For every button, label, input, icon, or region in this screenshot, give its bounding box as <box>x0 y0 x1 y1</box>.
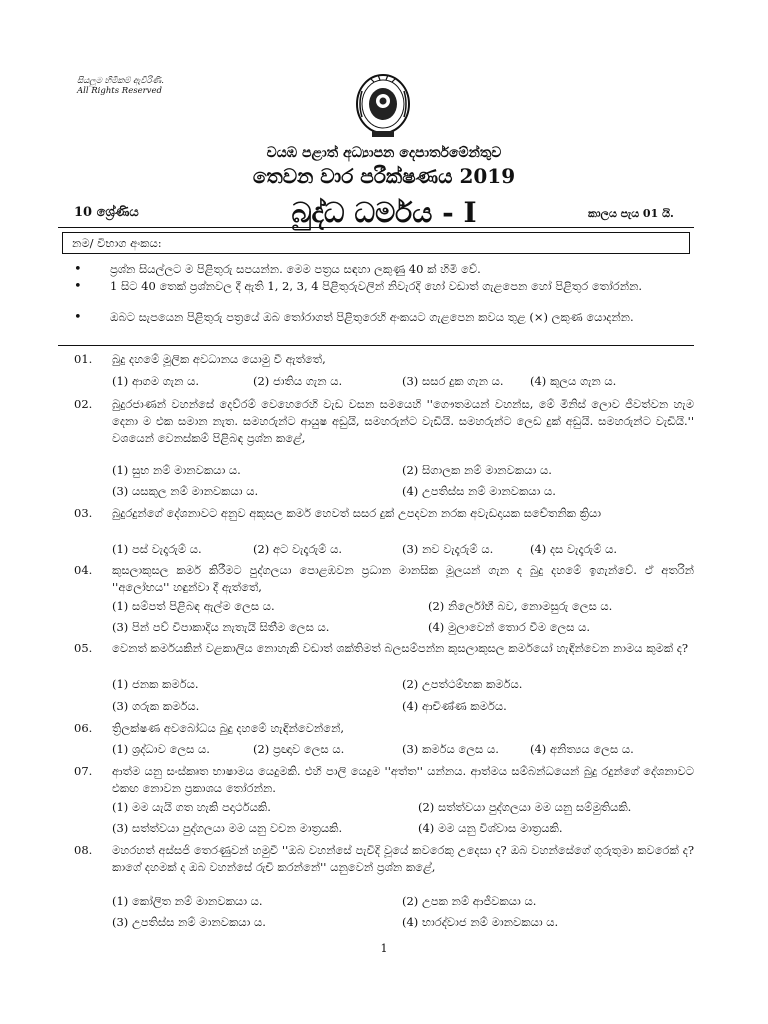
answer-option[interactable]: (2) නිර්ලෝභී බව, නොමසුරු ලෙස ය. <box>428 599 613 613</box>
exam-title: තෙවන වාර පරීක්ෂණය 2019 <box>252 164 516 188</box>
question-text: බුදුරදුන්ගේ දේශනාවට අනුව අකුසල කර්ම හෙවත් සසර දුක් උපදවන නරක අවැඩදායක සචේතනික ක්‍රියා <box>112 506 602 520</box>
time-allowed: කාලය පැය 01 යි. <box>588 207 674 220</box>
bullet-icon: • <box>74 279 82 294</box>
answer-option[interactable]: (4) උපතිස්ස නම් මානවකයා ය. <box>402 484 556 498</box>
copyright-notice <box>77 76 164 96</box>
answer-option[interactable]: (3) යසකුල නම් මානවකයා ය. <box>112 484 259 498</box>
question-text: මහරහත් අස්සජි තෙරණුවන් හමුවී ''ඔබ වහන්සේ පැවිදි වූයේ කවරෙකු උදෙසා ද? ඔබ වහන්සේගේ ගුරුතුමා කවරෙක් ද? කාගේ දහමක් ද ඔබ වහන්සේ රුචි කරන්නේ'' යනුවෙන් ප්‍රශ්න කළේ, <box>112 843 694 874</box>
answer-option[interactable]: (4) භාරද්වාජ නම් මානවකයා ය. <box>402 915 559 929</box>
answer-option[interactable]: (1) ජනක කර්මය. <box>112 677 199 691</box>
question-number: 08. <box>74 843 93 857</box>
name-index-label: නම/ විභාග අංකය: <box>72 236 162 250</box>
answer-option[interactable]: (2) උපක නම් ආජීවකයා ය. <box>402 894 537 908</box>
answer-option[interactable]: (2) අට වැදෑරුම් ය. <box>253 542 342 556</box>
question-text: බුදුරජාණන් වහන්සේ දෙව්රම් වෙහෙරෙහි වැඩ වසන සමයෙහි ''ගෞතමයන් වහන්ස, මේ මිනිස් ලොව ජීවත්වන හැම දෙනා ම එක සමාන නැත. සමහරුන්ට ආයුෂ අඩුයි, සමහරුන්ට වැඩියි. සමහරුන්ට ලෙඩ දුක් අඩුයි. සමහරුන්ට වැඩියි.'' වශයෙන් වෙනස්කම් පිළිබඳ ප්‍රශ්න කළේ, <box>112 397 694 445</box>
question-text: කුසලාකුසල කර්ම කිරීමට පුද්ගලයා පොළඹවන ප්‍රධාන මානසික මූලයන් ගැන ද බුදු දහමේ ඉගැන්වේ. ඒ අතරින් ''අලෝභය'' හඳුන්වා දී ඇත්තේ, <box>112 563 694 594</box>
subject-title: බුද්ධ ධර්මය - I <box>291 196 477 229</box>
header-divider <box>58 227 694 228</box>
government-emblem-icon <box>352 71 414 141</box>
answer-option[interactable]: (1) මම යැයි ගත හැකි පදාර්ථයකි. <box>112 800 271 814</box>
question-number: 03. <box>74 506 93 520</box>
question-number: 07. <box>74 764 93 778</box>
bullet-icon: • <box>74 310 82 325</box>
question-number: 02. <box>74 397 93 411</box>
bullet-icon: • <box>74 262 82 277</box>
grade-label: 10 ශ්‍රේණිය <box>74 205 139 220</box>
question-text: බුදු දහමේ මූලික අවධානය යොමු වී ඇත්තේ, <box>112 352 326 366</box>
question-text: ත්‍රිලක්ෂණ අවබෝධය බුදු දහමේ හැඳින්වෙන්නේ, <box>112 721 345 735</box>
answer-option[interactable]: (3) පින් පව් විපාකාදිය නැතැයි සිතීම ලෙස ය. <box>112 620 330 634</box>
answer-option[interactable]: (2) ජාතිය ගැන ය. <box>253 374 343 388</box>
answer-option[interactable]: (3) සසර දුක ගැන ය. <box>402 374 504 388</box>
answer-option[interactable]: (4) මම යනු විශ්වාස මාත්‍රයකි. <box>418 821 563 835</box>
answer-option[interactable]: (2) උපත්ථම්භක කර්මය. <box>402 677 523 691</box>
copyright-english: All Rights Reserved <box>77 86 162 96</box>
instruction-text: ප්‍රශ්න සියල්ලට ම පිළිතුරු සපයන්න. මෙම පත්‍රය සඳහා ලකුණු 40 ක් හිමි වේ. <box>110 262 481 276</box>
question-number: 04. <box>74 563 93 577</box>
answer-option[interactable]: (3) නව වැදෑරුම් ය. <box>402 542 494 556</box>
instruction-text: ඔබට සැපයෙන පිළිතුරු පත්‍රයේ ඔබ තෝරාගත් පිළිතුරෙහි අංකයට ගැළපෙන කවය තුළ (×) ලකුණ යොදන්න. <box>110 310 634 324</box>
answer-option[interactable]: (1) සම්පත් පිළිබඳ ඇල්ම ලෙස ය. <box>112 599 275 613</box>
answer-option[interactable]: (1) පස් වැදෑරුම් ය. <box>112 542 202 556</box>
answer-option[interactable]: (2) සත්ත්වයා පුද්ගලයා මම යනු සම්මුතියකි. <box>418 800 632 814</box>
instruction-text: 1 සිට 40 තෙක් ප්‍රශ්නවල දී ඇති 1, 2, 3, 4 පිළිතුරුවලින් නිවැරදි හෝ වඩාත් ගැළපෙන හෝ පිළිතුර තෝරන්න. <box>110 279 643 293</box>
answer-option[interactable]: (4) කුලය ගැන ය. <box>530 374 617 388</box>
answer-option[interactable]: (1) ආගම ගැන ය. <box>112 374 200 388</box>
answer-option[interactable]: (2) ප්‍රඥාව ලෙස ය. <box>253 742 345 756</box>
answer-option[interactable]: (3) උපතිස්ස නම් මානවකයා ය. <box>112 915 266 929</box>
answer-option[interactable]: (4) දස වැදෑරුම් ය. <box>530 542 618 556</box>
department-name: වයඹ පළාත් අධ්‍යාපන දෙපාර්තමේන්තුව <box>266 145 502 161</box>
answer-option[interactable]: (3) සත්ත්වයා පුද්ගලයා මම යනු වචන මාත්‍රයකි. <box>112 821 343 835</box>
question-number: 01. <box>74 352 93 366</box>
answer-option[interactable]: (1) කෝලිත නම් මානවකයා ය. <box>112 894 263 908</box>
answer-option[interactable]: (4) ආචිණ්ණ කර්මය. <box>402 699 507 713</box>
answer-option[interactable]: (2) සිගාලක නම් මානවකයා ය. <box>402 463 552 477</box>
question-number: 05. <box>74 641 93 655</box>
answer-option[interactable]: (1) ශ්‍රද්ධාව ලෙස ය. <box>112 742 210 756</box>
question-number: 06. <box>74 721 93 735</box>
question-text: වෙනත් කර්මයකින් වළකාලිය නොහැකි වඩාත් ශක්තිමත් බලසම්පන්න කුසලාකුසල කර්මයෝ හැඳින්වෙන නාමය කුමක් ද? <box>112 641 689 655</box>
answer-option[interactable]: (4) මුලාවෙන් තොර වීම ලෙස ය. <box>428 620 591 634</box>
answer-option[interactable]: (1) සුභ නම් මානවකයා ය. <box>112 463 241 477</box>
question-text: ආත්ම යනු සංස්කෘත භාෂාමය යෙදුමකි. එහි පාලි යෙදුම ''අත්ත'' යන්නය. ආත්මය සම්බන්ධයෙන් බුදු රදුන්ගේ දේශනාවට එකඟ නොවන ප්‍රකාශය තෝරන්න. <box>112 764 694 795</box>
copyright-sinhala: සියලුම හිමිකම් ඇවිරිණි. <box>77 76 164 86</box>
answer-option[interactable]: (4) අනිත්‍යය ලෙස ය. <box>530 742 634 756</box>
answer-option[interactable]: (3) කර්මය ලෙස ය. <box>402 742 499 756</box>
instructions-divider <box>58 345 694 346</box>
answer-option[interactable]: (3) ගරුක කර්මය. <box>112 699 200 713</box>
page-number: 1 <box>380 942 388 955</box>
